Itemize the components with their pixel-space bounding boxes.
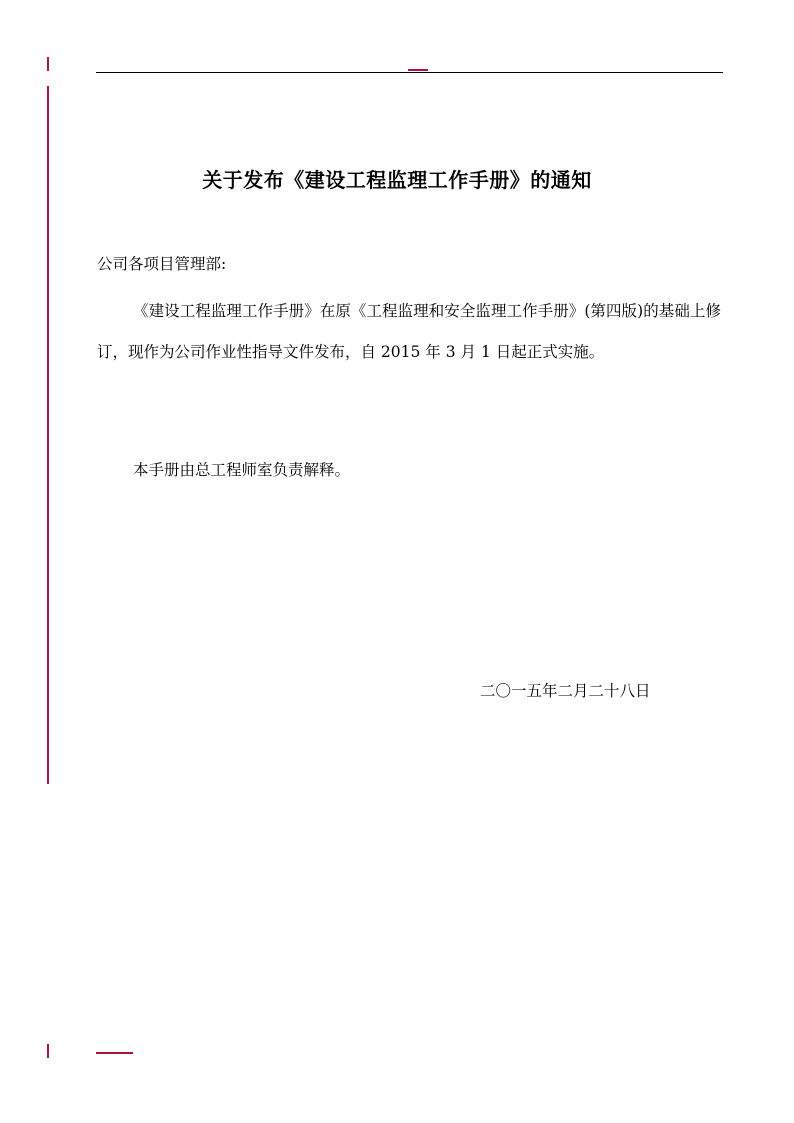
- body-paragraph: 本手册由总工程师室负责解释。: [133, 461, 351, 479]
- document-title: 关于发布《建设工程监理工作手册》的通知: [202, 168, 592, 192]
- header-mark: [408, 69, 428, 71]
- document-date: 二〇一五年二月二十八日: [480, 682, 651, 700]
- salutation: 公司各项目管理部:: [97, 255, 227, 273]
- margin-marker: [47, 1044, 49, 1058]
- header-rule: [96, 72, 723, 73]
- body-paragraph: 《建设工程监理工作手册》在原《工程监理和安全监理工作手册》(第四版)的基础上修订，现作为公司作业性指导文件发布，自 2015 年 3 月 1 日起正式实施。: [97, 302, 721, 361]
- footer-mark: [96, 1052, 133, 1054]
- margin-marker: [47, 57, 49, 71]
